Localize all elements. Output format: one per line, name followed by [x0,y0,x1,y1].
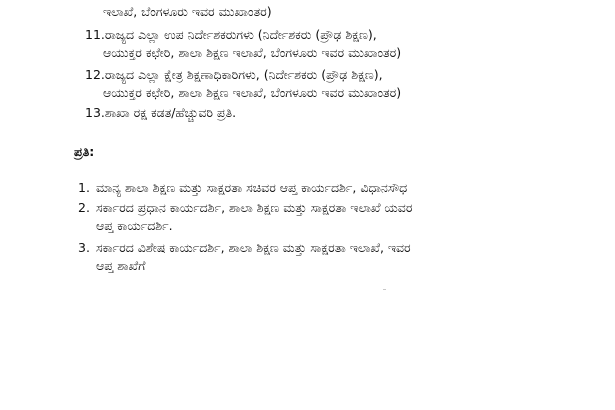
copy-item-3 [78,240,411,256]
item-number: 12. [85,67,105,82]
distribution-item-11 [85,27,377,43]
distribution-item-12 [85,67,383,83]
item-number: 3. [78,240,90,255]
copy-item-1 [78,180,407,196]
item-text-line-1: ಸರ್ಕಾರದ ಪ್ರಧಾನ ಕಾರ್ಯದರ್ಶಿ, ಶಾಲಾ ಶಿಕ್ಷಣ ಮತ್ತು ಸಾಕ್ಷರತಾ ಇಲಾಖೆ ಯವರ [96,200,413,215]
distribution-item-11-line-2: ಆಯುಕ್ತರ ಕಛೇರಿ, ಶಾಲಾ ಶಿಕ್ಷಣ ಇಲಾಖೆ, ಬೆಂಗಳೂರು ಇವರ ಮುಖಾಂತರ) [103,45,402,60]
copy-item-3-line-2: ಆಪ್ತ ಶಾಖೆಗೆ [96,258,146,273]
distribution-item-13 [85,105,236,121]
item-number: 11. [85,27,105,42]
item-number: 2. [78,200,90,215]
item-text-line-1: ರಾಜ್ಯದ ಎಲ್ಲಾ ಕ್ಷೇತ್ರ ಶಿಕ್ಷಣಾಧಿಕಾರಿಗಳು, (ನಿರ್ದೇಶಕರು (ಪ್ರೌಢ ಶಿಕ್ಷಣ), [104,67,383,82]
distribution-item-10-continued: ಇಲಾಖೆ, ಬೆಂಗಳೂರು ಇವರ ಮುಖಾಂತರ) [103,4,272,19]
item-text-line-1: ರಾಜ್ಯದ ಎಲ್ಲಾ ಉಪ ನಿರ್ದೇಶಕರುಗಳು (ನಿರ್ದೇಶಕರು (ಪ್ರೌಢ ಶಿಕ್ಷಣ), [104,27,377,42]
distribution-item-12-line-2: ಆಯುಕ್ತರ ಕಛೇರಿ, ಶಾಲಾ ಶಿಕ್ಷಣ ಇಲಾಖೆ, ಬೆಂಗಳೂರು ಇವರ ಮುಖಾಂತರ) [103,85,402,100]
copy-to-heading: ಪ್ರತಿ: [74,144,95,159]
item-text-line-1: ಸರ್ಕಾರದ ವಿಶೇಷ ಕಾರ್ಯದರ್ಶಿ, ಶಾಲಾ ಶಿಕ್ಷಣ ಮತ್ತು ಸಾಕ್ಷರತಾ ಇಲಾಖೆ, ಇವರ [96,240,411,255]
item-number: 13. [85,105,105,120]
item-text-line-1: ಶಾಖಾ ರಕ್ಷ ಕಡತ/ಹೆಚ್ಚುವರಿ ಪ್ರತಿ. [104,105,237,120]
item-text-line-1: ಮಾನ್ಯ ಶಾಲಾ ಶಿಕ್ಷಣ ಮತ್ತು ಸಾಕ್ಷರತಾ ಸಚಿವರ ಆಪ್ತ ಕಾರ್ಯದರ್ಶಿ, ವಿಧಾನಸೌಧ [96,180,408,195]
copy-item-2-line-2: ಆಪ್ತ ಕಾರ್ಯದರ್ಶಿ. [96,218,173,233]
copy-item-2 [78,200,412,216]
item-number: 1. [78,180,90,195]
scan-speck [383,289,386,290]
